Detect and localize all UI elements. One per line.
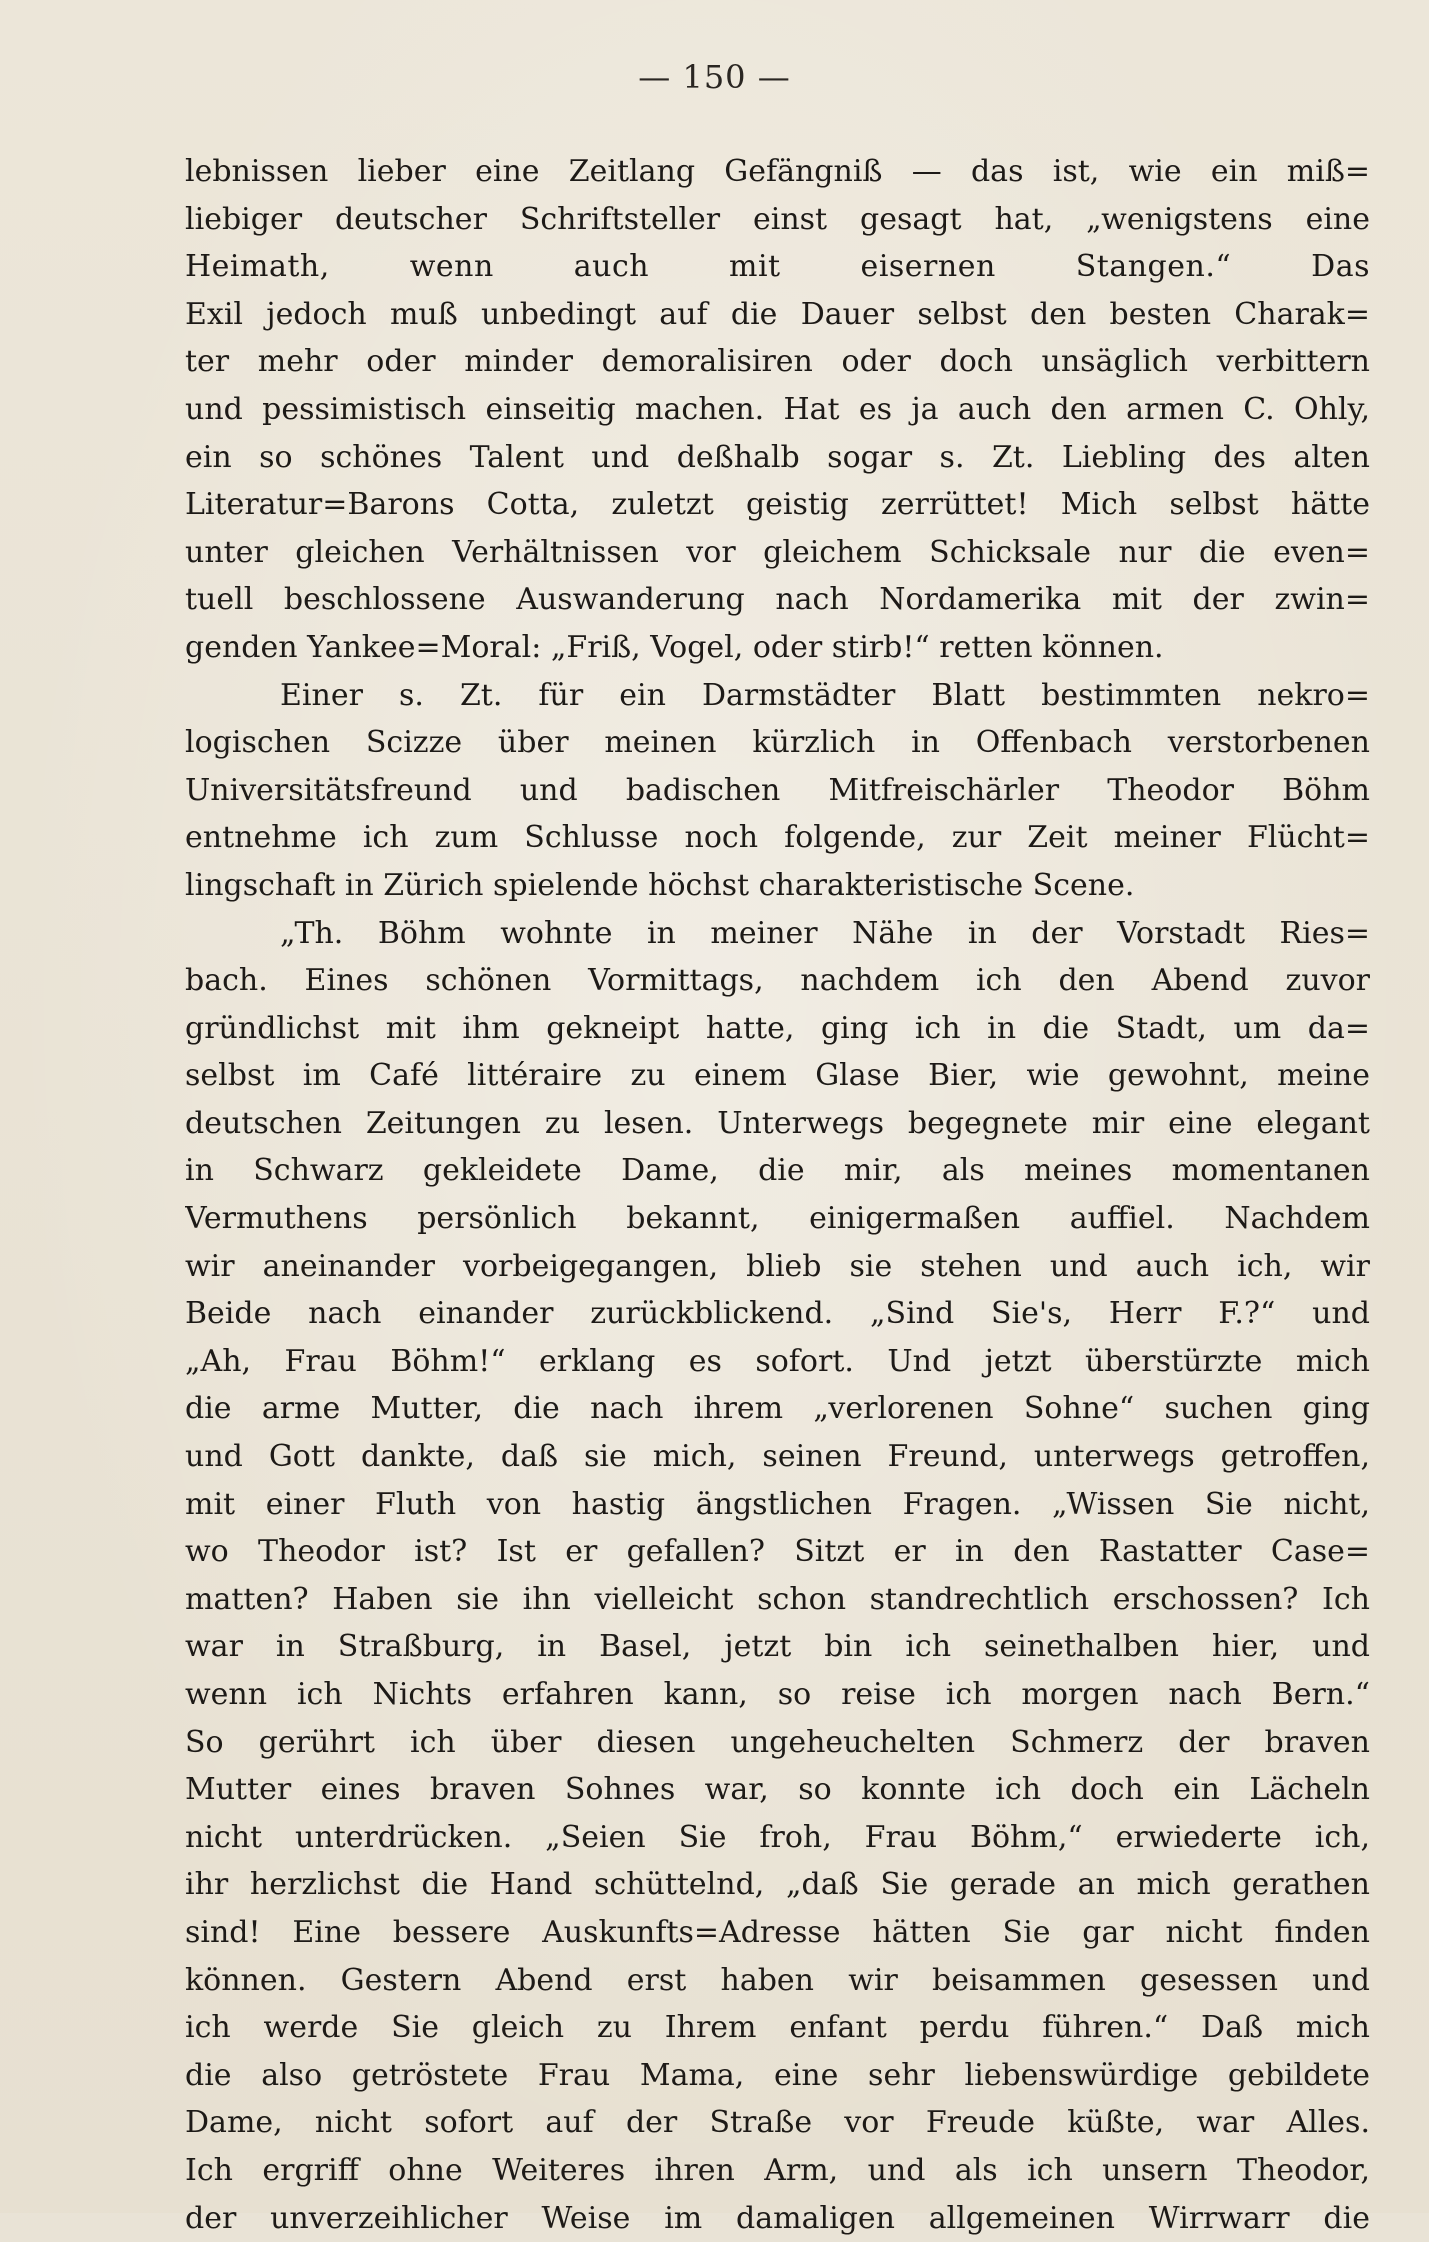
text-line: Heimath, wenn auch mit eisernen Stangen.“ Das	[185, 249, 1370, 285]
text-line: selbst im Café littéraire zu einem Glase Bier, wie gewohnt, meine	[185, 1058, 1370, 1094]
text-line: die also getröstete Frau Mama, eine sehr liebenswürdige gebildete	[185, 2057, 1370, 2093]
text-line: nicht unterdrücken. „Seien Sie froh, Frau Böhm,“ erwiederte ich,	[185, 1819, 1370, 1855]
text-line: lebnissen lieber eine Zeitlang Gefängniß — das ist, wie ein miß=	[185, 154, 1370, 189]
text-line: wo Theodor ist? Ist er gefallen? Sitzt er in den Rastatter Case=	[185, 1534, 1370, 1570]
text-line: und Gott dankte, daß sie mich, seinen Freund, unterwegs getroffen,	[185, 1439, 1370, 1475]
text-line: Beide nach einander zurückblickend. „Sind Sie's, Herr F.?“ und	[185, 1296, 1370, 1332]
text-line: der unverzeihlicher Weise im damaligen allgemeinen Wirrwarr die	[185, 2200, 1370, 2236]
text-line: die arme Mutter, die nach ihrem „verlorenen Sohne“ suchen ging	[185, 1391, 1370, 1427]
text-line: matten? Haben sie ihn vielleicht schon standrechtlich erschossen? Ich	[185, 1581, 1370, 1617]
text-line: bach. Eines schönen Vormittags, nachdem ich den Abend zuvor	[185, 963, 1370, 999]
text-line: Mutter eines braven Sohnes war, so konnte ich doch ein Lächeln	[185, 1772, 1370, 1808]
text-line: gründlichst mit ihm gekneipt hatte, ging ich in die Stadt, um da=	[185, 1010, 1370, 1046]
text-line: und pessimistisch einseitig machen. Hat es ja auch den armen C. Ohly,	[185, 391, 1370, 427]
text-line: Vermuthens persönlich bekannt, einigermaßen auffiel. Nachdem	[185, 1201, 1370, 1237]
text-line: ter mehr oder minder demoralisiren oder doch unsäglich verbittern	[185, 344, 1370, 380]
text-line: Dame, nicht sofort auf der Straße vor Freude küßte, war Alles.	[185, 2105, 1370, 2141]
body-text	[185, 148, 1370, 2242]
text-line: sind! Eine bessere Auskunfts=Adresse hätten Sie gar nicht finden	[185, 1914, 1370, 1950]
text-line: in Schwarz gekleidete Dame, die mir, als meines momentanen	[185, 1153, 1370, 1189]
text-line: deutschen Zeitungen zu lesen. Unterwegs begegnete mir eine elegant	[185, 1105, 1370, 1141]
text-line: tuell beschlossene Auswanderung nach Nordamerika mit der zwin=	[185, 582, 1370, 618]
text-line: Literatur=Barons Cotta, zuletzt geistig zerrüttet! Mich selbst hätte	[185, 487, 1370, 523]
text-line: ein so schönes Talent und deßhalb sogar s. Zt. Liebling des alten	[185, 439, 1370, 475]
text-line: „Ah, Frau Böhm!“ erklang es sofort. Und jetzt überstürzte mich	[185, 1343, 1370, 1379]
text-line: logischen Scizze über meinen kürzlich in Offenbach verstorbenen	[185, 725, 1370, 761]
text-line: Universitätsfreund und badischen Mitfreischärler Theodor Böhm	[185, 772, 1370, 808]
text-line: Einer s. Zt. für ein Darmstädter Blatt bestimmten nekro=	[280, 677, 1370, 713]
text-line: lingschaft in Zürich spielende höchst charakteristische Scene.	[185, 867, 1135, 903]
text-line: unter gleichen Verhältnissen vor gleichem Schicksale nur die even=	[185, 534, 1370, 570]
text-line: können. Gestern Abend erst haben wir beisammen gesessen und	[185, 1962, 1370, 1998]
text-line: genden Yankee=Moral: „Friß, Vogel, oder stirb!“ retten können.	[185, 629, 1164, 665]
text-line: So gerührt ich über diesen ungeheuchelten Schmerz der braven	[185, 1724, 1370, 1760]
text-line: mit einer Fluth von hastig ängstlichen Fragen. „Wissen Sie nicht,	[185, 1486, 1370, 1522]
text-line: war in Straßburg, in Basel, jetzt bin ich seinethalben hier, und	[185, 1629, 1370, 1665]
text-line: entnehme ich zum Schlusse noch folgende, zur Zeit meiner Flücht=	[185, 820, 1370, 856]
text-line: „Th. Böhm wohnte in meiner Nähe in der Vorstadt Ries=	[280, 915, 1370, 951]
text-line: ihr herzlichst die Hand schüttelnd, „daß Sie gerade an mich gerathen	[185, 1867, 1370, 1903]
text-line: wir aneinander vorbeigegangen, blieb sie stehen und auch ich, wir	[185, 1248, 1370, 1284]
text-line: ich werde Sie gleich zu Ihrem enfant perdu führen.“ Daß mich	[185, 2010, 1370, 2046]
text-line: liebiger deutscher Schriftsteller einst gesagt hat, „wenigstens eine	[185, 201, 1370, 237]
page-number: — 150 —	[638, 58, 791, 96]
text-line: Ich ergriff ohne Weiteres ihren Arm, und als ich unsern Theodor,	[185, 2152, 1370, 2188]
text-line: Exil jedoch muß unbedingt auf die Dauer selbst den besten Charak=	[185, 296, 1370, 332]
text-line: wenn ich Nichts erfahren kann, so reise ich morgen nach Bern.“	[185, 1677, 1370, 1712]
